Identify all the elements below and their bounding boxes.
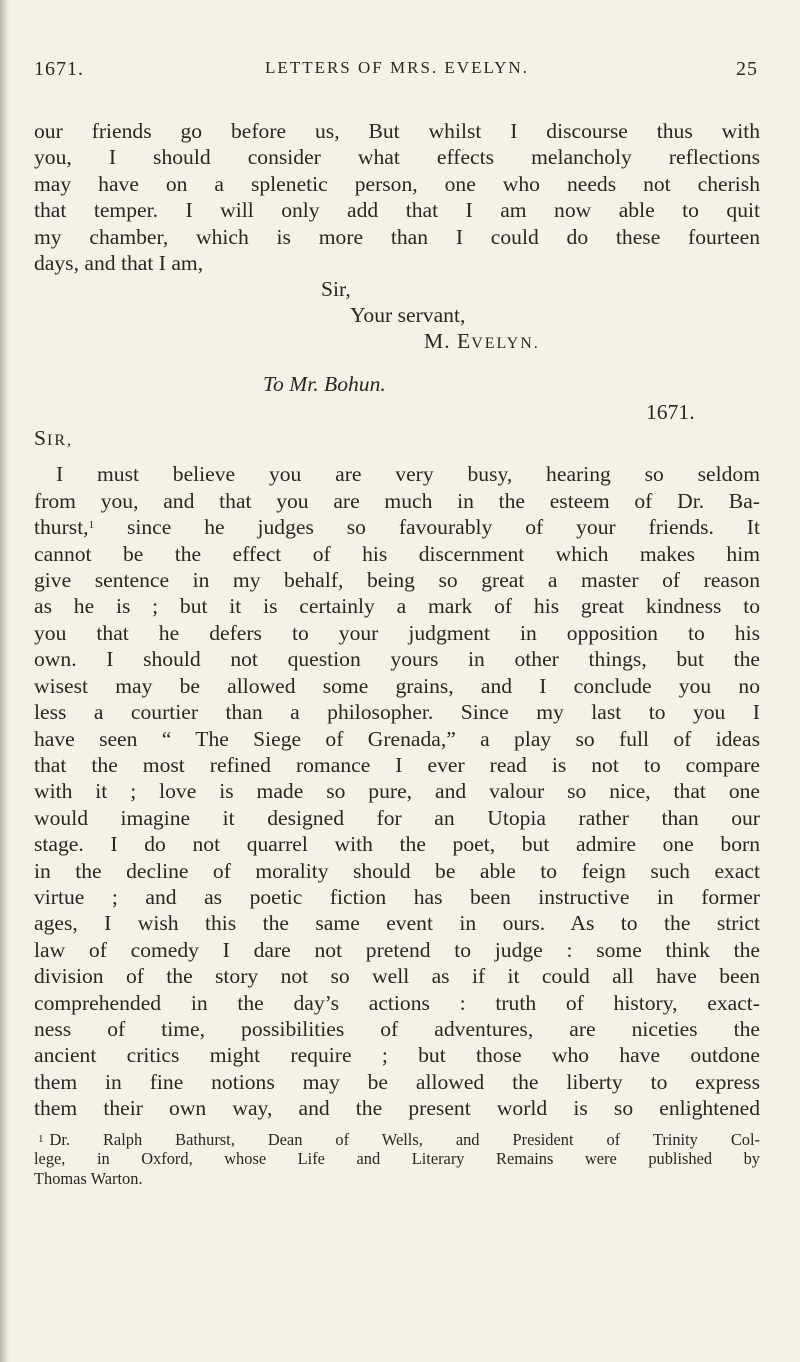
text-line: give sentence in my behalf, being so great a master of reason	[34, 568, 760, 593]
text-line: from you, and that you are much in the esteem of Dr. Ba-	[34, 488, 760, 513]
text-line: law of comedy I dare not pretend to judge : some think the	[34, 937, 760, 962]
text-line: would imagine it designed for an Utopia rather than our	[34, 805, 760, 830]
text-line: ages, I wish this the same event in ours. As to the strict	[34, 911, 760, 936]
signature-rest: VELYN.	[471, 335, 540, 353]
footnote	[34, 1130, 760, 1189]
letter-1-closing	[34, 276, 760, 355]
text-line: own. I should not question yours in other things, but the	[34, 647, 760, 672]
text-line: division of the story not so well as if it could all have been	[34, 964, 760, 989]
text-line: my chamber, which is more than I could do these fourteen	[34, 224, 760, 249]
text-line: comprehended in the day’s actions : truth of history, exact-	[34, 990, 760, 1015]
text-line: them their own way, and the present world is so enlightened	[34, 1096, 760, 1121]
page-number: 25	[736, 58, 758, 80]
text-line: have seen “ The Siege of Grenada,” a play so full of ideas	[34, 726, 760, 751]
text-line: as he is ; but it is certainly a mark of his great kindness to	[34, 594, 760, 619]
book-page	[34, 58, 760, 1188]
page-binding-edge	[0, 0, 10, 1362]
text-line: them in fine notions may be allowed the liberty to express	[34, 1069, 760, 1094]
text-line: less a courtier than a philosopher. Since my last to you I	[34, 700, 760, 725]
text-line: you that he defers to your judgment in opposition to his	[34, 620, 760, 645]
text-line: that the most refined romance I ever read is not to compare	[34, 752, 760, 777]
text-line: in the decline of morality should be able to feign such exact	[34, 858, 760, 883]
text-line: ness of time, possibilities of adventures, are niceties the	[34, 1016, 760, 1041]
closing-sir: Sir,	[321, 277, 351, 302]
running-head-year: 1671.	[34, 58, 84, 80]
signature	[424, 328, 540, 357]
running-head	[34, 58, 760, 88]
text-line	[34, 514, 760, 540]
footnote-line: Thomas Warton.	[34, 1168, 143, 1188]
footnote-mark: 1	[38, 1132, 44, 1145]
running-head-title: LETTERS OF MRS. EVELYN.	[265, 58, 529, 77]
letter-2-heading	[34, 371, 760, 461]
text-line: virtue ; and as poetic fiction has been instructive in former	[34, 884, 760, 909]
text-line: wisest may be allowed some grains, and I conclude you no	[34, 673, 760, 698]
letter-1-body	[34, 118, 760, 276]
text-line: I must believe you are very busy, hearing so seldom	[56, 462, 760, 487]
text-line: you, I should consider what effects melancholy reflections	[34, 145, 760, 170]
text-fragment: thurst,	[34, 515, 89, 540]
letter-2-body	[34, 461, 760, 1121]
letter-2-year: 1671.	[646, 400, 695, 425]
salutation-rest: IR,	[47, 432, 74, 450]
text-line: may have on a splenetic person, one who needs not cherish	[34, 171, 760, 196]
text-fragment: since he judges so favourably of your friends. It	[94, 515, 760, 540]
signature-initial: M. E	[424, 329, 472, 354]
text-line: days, and that I am,	[34, 251, 204, 276]
text-line: that temper. I will only add that I am now able to quit	[34, 198, 760, 223]
text-line: with it ; love is made so pure, and valour so nice, that one	[34, 779, 760, 804]
footnote-line: lege, in Oxford, whose Life and Literary Remains were published by	[34, 1149, 760, 1169]
text-line: cannot be the effect of his discernment which makes him	[34, 541, 760, 566]
salutation-initial: S	[34, 426, 48, 451]
footnote-text: Dr. Ralph Bathurst, Dean of Wells, and President of Trinity Col-	[49, 1129, 760, 1149]
footnote-line	[34, 1130, 760, 1150]
text-line: ancient critics might require ; but those who have outdone	[34, 1043, 760, 1068]
closing-servant: Your servant,	[350, 303, 466, 328]
footnote-reference: 1	[88, 519, 95, 532]
letter-2-addressee: To Mr. Bohun.	[263, 372, 386, 397]
text-line: stage. I do not quarrel with the poet, but admire one born	[34, 832, 760, 857]
letter-2-salutation	[34, 425, 73, 454]
text-line: our friends go before us, But whilst I discourse thus with	[34, 119, 760, 143]
